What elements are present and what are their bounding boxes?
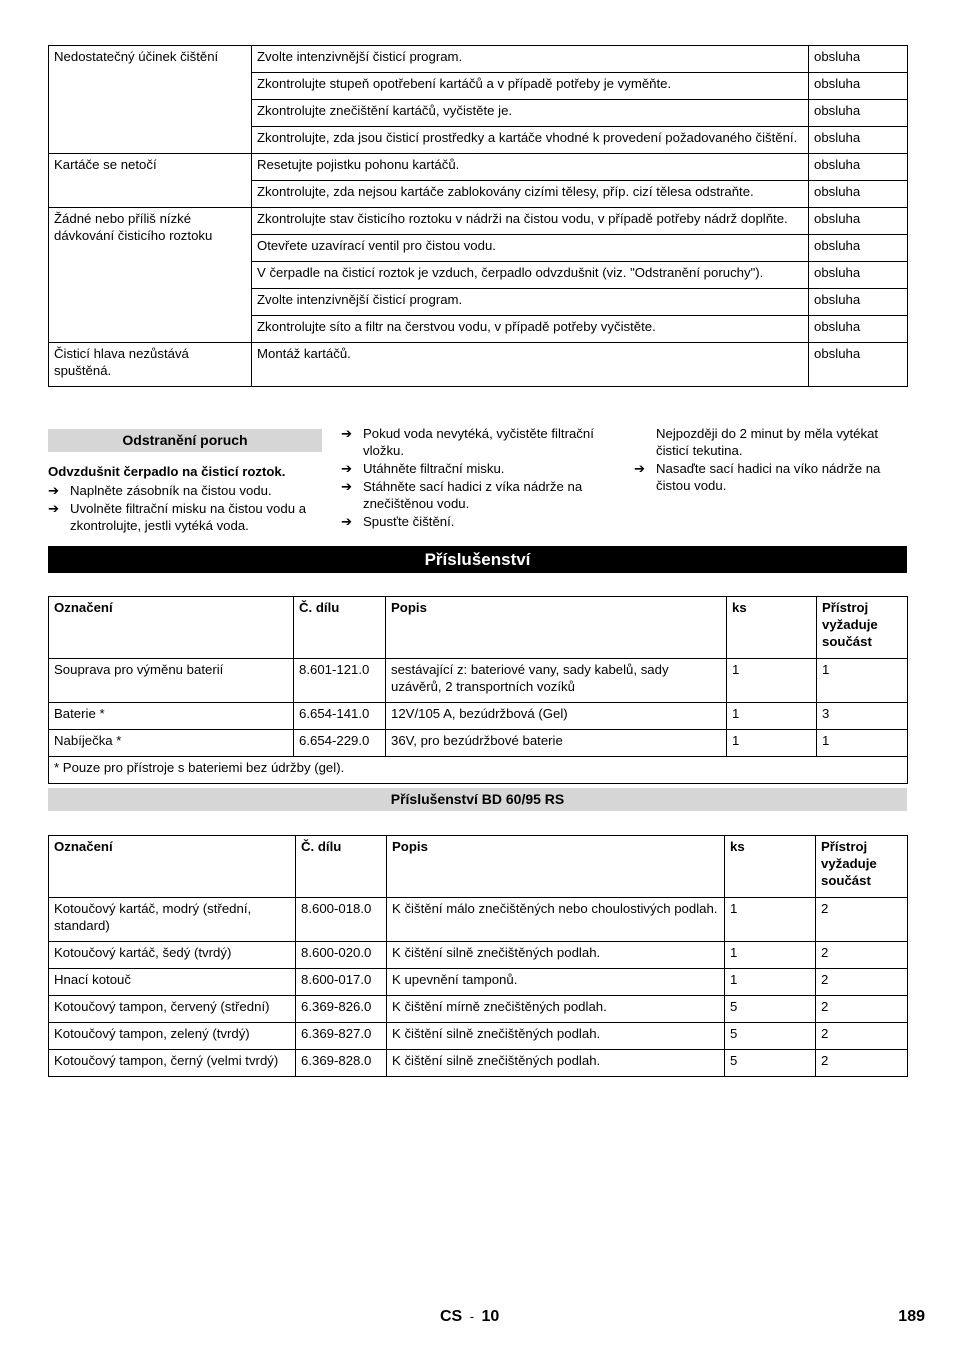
table-cell: K čištění silně znečištěných podlah. [387, 942, 725, 969]
footnote-row [49, 757, 908, 784]
responsible-cell: obsluha [809, 154, 908, 181]
table-cell: K čištění silně znečištěných podlah. [387, 1050, 725, 1077]
col1-steps [48, 482, 322, 534]
step-item [341, 460, 616, 477]
remedy-cell: Zkontrolujte síto a filtr na čerstvou vodu, v případě potřeby vyčistěte. [252, 316, 809, 343]
table-cell: Kotoučový tampon, zelený (tvrdý) [49, 1023, 296, 1050]
table-cell: 5 [725, 1023, 816, 1050]
remedy-cell: Otevřete uzavírací ventil pro čistou vodu. [252, 235, 809, 262]
table-row [49, 343, 908, 387]
table-cell: 1 [727, 659, 817, 703]
col2-steps [341, 425, 616, 530]
table-cell: 6.369-827.0 [296, 1023, 387, 1050]
table-cell: 2 [816, 898, 908, 942]
footer-sep: - [469, 1309, 475, 1324]
column-header: Přístroj vyžaduje součást [816, 836, 908, 898]
table-cell: K čištění silně znečištěných podlah. [387, 1023, 725, 1050]
table-cell: 1 [725, 942, 816, 969]
responsible-cell: obsluha [809, 289, 908, 316]
arrow-right-icon: ➔ [341, 426, 353, 441]
step-item [48, 482, 322, 499]
table-cell: 8.600-020.0 [296, 942, 387, 969]
remedy-cell: Zkontrolujte stupeň opotřebení kartáčů a v případě potřeby je vyměňte. [252, 73, 809, 100]
table-row [49, 1050, 908, 1077]
troubleshooting-body [49, 46, 908, 387]
accessories-header [49, 597, 908, 659]
section-title-troubleshoot: Odstranění poruch [48, 429, 322, 452]
troubleshoot-col-2 [341, 425, 616, 531]
step-text: Pokud voda nevytéká, vyčistěte filtrační vložku. [363, 426, 594, 458]
responsible-cell: obsluha [809, 235, 908, 262]
remedy-cell: Resetujte pojistku pohonu kartáčů. [252, 154, 809, 181]
table-cell: sestávající z: bateriové vany, sady kabelů, sady uzávěrů, 2 transportních vozíků [386, 659, 727, 703]
column-header: Popis [386, 597, 727, 659]
table-cell: 5 [725, 996, 816, 1023]
step-item [341, 425, 616, 459]
table-cell: 12V/105 A, bezúdržbová (Gel) [386, 703, 727, 730]
accessories-body [49, 659, 908, 784]
column-header: Č. dílu [294, 597, 386, 659]
table-cell: 5 [725, 1050, 816, 1077]
table-cell: 2 [816, 1050, 908, 1077]
step-text: Nasaďte sací hadici na víko nádrže na čistou vodu. [656, 461, 881, 493]
footer-page-local: 10 [481, 1308, 500, 1325]
table-cell: 6.369-828.0 [296, 1050, 387, 1077]
remedy-cell: Zvolte intenzivnější čisticí program. [252, 289, 809, 316]
table-cell: 1 [817, 659, 908, 703]
responsible-cell: obsluha [809, 100, 908, 127]
accessories-bd-body [49, 898, 908, 1077]
table-cell: 8.600-017.0 [296, 969, 387, 996]
column-header: Označení [49, 836, 296, 898]
step-text: Uvolněte filtrační misku na čistou vodu a zkontrolujte, jestli vytéká voda. [70, 501, 307, 533]
table-cell: 2 [816, 969, 908, 996]
footer-page-number: 189 [898, 1308, 925, 1325]
table-row [49, 898, 908, 942]
column-header: ks [725, 836, 816, 898]
table-row [49, 703, 908, 730]
bleed-pump-heading: Odvzdušnit čerpadlo na čisticí roztok. [48, 464, 286, 479]
responsible-cell: obsluha [809, 343, 908, 387]
troubleshoot-col-3 [634, 425, 908, 495]
responsible-cell: obsluha [809, 127, 908, 154]
header-row [49, 836, 908, 898]
cause-cell: Čisticí hlava nezůstává spuštěná. [49, 343, 252, 387]
section-title-accessories-bd: Příslušenství BD 60/95 RS [48, 788, 907, 811]
remedy-cell: Zkontrolujte, zda nejsou kartáče zablokovány cizími tělesy, příp. cizí tělesa odstraňte. [252, 181, 809, 208]
arrow-right-icon: ➔ [634, 461, 646, 476]
table-cell: 1 [817, 730, 908, 757]
table-row [49, 730, 908, 757]
responsible-cell: obsluha [809, 208, 908, 235]
remedy-cell: Zkontrolujte stav čisticího roztoku v nádrži na čistou vodu, v případě potřeby nádrž doplňte. [252, 208, 809, 235]
table-cell: K čištění mírně znečištěných podlah. [387, 996, 725, 1023]
section-title-accessories: Příslušenství [48, 546, 907, 573]
cause-cell: Nedostatečný účinek čištění [49, 46, 252, 154]
accessories-table [48, 596, 908, 784]
step-text: Utáhněte filtrační misku. [363, 461, 505, 476]
table-cell: 36V, pro bezúdržbové baterie [386, 730, 727, 757]
remedy-cell: Montáž kartáčů. [252, 343, 809, 387]
cause-cell: Kartáče se netočí [49, 154, 252, 208]
table-cell: 6.654-229.0 [294, 730, 386, 757]
table-cell: 6.369-826.0 [296, 996, 387, 1023]
accessories-bd-table [48, 835, 908, 1077]
troubleshooting-table [48, 45, 908, 387]
step-text: Naplněte zásobník na čistou vodu. [70, 483, 272, 498]
table-cell: Hnací kotouč [49, 969, 296, 996]
table-row [49, 969, 908, 996]
table-cell: 1 [725, 898, 816, 942]
column-header: ks [727, 597, 817, 659]
table-cell: Nabíječka * [49, 730, 294, 757]
arrow-right-icon: ➔ [341, 461, 353, 476]
column-header: Přístroj vyžaduje součást [817, 597, 908, 659]
table-row [49, 46, 908, 73]
table-cell: 1 [727, 703, 817, 730]
column-header: Popis [387, 836, 725, 898]
remedy-cell: V čerpadle na čisticí roztok je vzduch, čerpadlo odvzdušnit (viz. "Odstranění poruchy"). [252, 262, 809, 289]
table-row [49, 659, 908, 703]
troubleshoot-col-1 [48, 463, 322, 535]
arrow-right-icon: ➔ [48, 501, 60, 516]
table-cell: Kotoučový kartáč, šedý (tvrdý) [49, 942, 296, 969]
step-text: Spusťte čištění. [363, 514, 455, 529]
arrow-right-icon: ➔ [341, 479, 353, 494]
table-row [49, 208, 908, 235]
responsible-cell: obsluha [809, 181, 908, 208]
step-item [341, 478, 616, 512]
step-item [341, 513, 616, 530]
responsible-cell: obsluha [809, 46, 908, 73]
table-cell: 2 [816, 1023, 908, 1050]
arrow-right-icon: ➔ [341, 514, 353, 529]
table-row [49, 996, 908, 1023]
table-cell: Kotoučový tampon, červený (střední) [49, 996, 296, 1023]
table-row [49, 154, 908, 181]
responsible-cell: obsluha [809, 262, 908, 289]
table-cell: 3 [817, 703, 908, 730]
responsible-cell: obsluha [809, 316, 908, 343]
step-item [634, 460, 908, 494]
col3-note: Nejpozději do 2 minut by měla vytékat čisticí tekutina. [656, 426, 879, 458]
table-cell: 8.601-121.0 [294, 659, 386, 703]
table-row [49, 942, 908, 969]
column-header: Označení [49, 597, 294, 659]
footnote: * Pouze pro přístroje s bateriemi bez údržby (gel). [49, 757, 908, 784]
table-cell: 1 [725, 969, 816, 996]
table-cell: Kotoučový kartáč, modrý (střední, standard) [49, 898, 296, 942]
arrow-right-icon: ➔ [48, 483, 60, 498]
footer-section-label [440, 1307, 499, 1327]
header-row [49, 597, 908, 659]
table-row [49, 1023, 908, 1050]
table-cell: 6.654-141.0 [294, 703, 386, 730]
responsible-cell: obsluha [809, 73, 908, 100]
col3-steps [634, 460, 908, 494]
table-cell: Kotoučový tampon, černý (velmi tvrdý) [49, 1050, 296, 1077]
table-cell: Baterie * [49, 703, 294, 730]
table-cell: 2 [816, 996, 908, 1023]
column-header: Č. dílu [296, 836, 387, 898]
table-cell: 2 [816, 942, 908, 969]
accessories-bd-header [49, 836, 908, 898]
table-cell: Souprava pro výměnu baterií [49, 659, 294, 703]
remedy-cell: Zkontrolujte znečištění kartáčů, vyčistěte je. [252, 100, 809, 127]
remedy-cell: Zvolte intenzivnější čisticí program. [252, 46, 809, 73]
table-cell: 8.600-018.0 [296, 898, 387, 942]
table-cell: K čištění málo znečištěných nebo choulostivých podlah. [387, 898, 725, 942]
footer-lang: CS [440, 1308, 463, 1325]
table-cell: K upevnění tamponů. [387, 969, 725, 996]
cause-cell: Žádné nebo příliš nízké dávkování čisticího roztoku [49, 208, 252, 343]
remedy-cell: Zkontrolujte, zda jsou čisticí prostředky a kartáče vhodné k provedení požadovaného čištění. [252, 127, 809, 154]
table-cell: 1 [727, 730, 817, 757]
step-text: Stáhněte sací hadici z víka nádrže na znečištěnou vodu. [363, 479, 583, 511]
step-item [48, 500, 322, 534]
